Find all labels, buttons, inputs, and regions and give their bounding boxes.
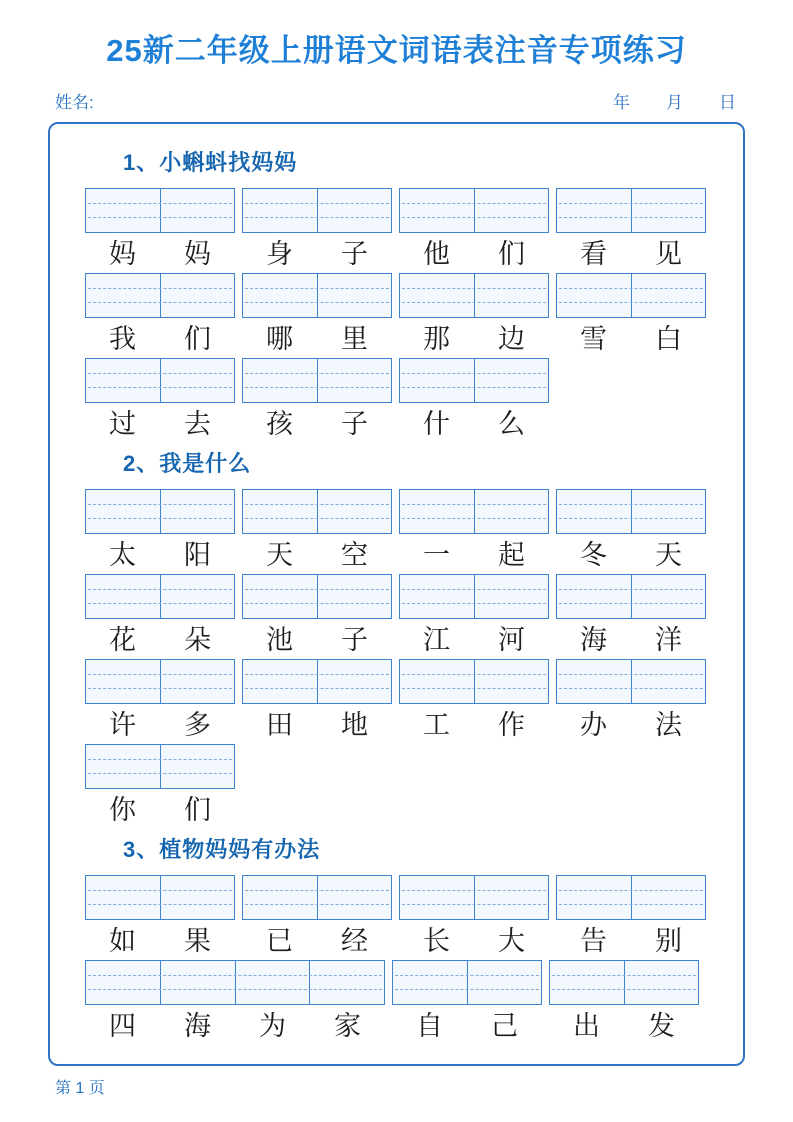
pinyin-grid	[242, 489, 392, 534]
word-characters	[242, 408, 392, 441]
page-title: 25新二年级上册语文词语表注音专项练习	[106, 33, 687, 68]
character-label: 地	[341, 710, 368, 741]
word-characters	[85, 539, 235, 572]
pinyin-cell	[86, 876, 160, 919]
pinyin-grid	[85, 273, 235, 318]
pinyin-cell	[557, 575, 631, 618]
word-row	[85, 358, 743, 441]
character-label: 你	[109, 795, 136, 826]
pinyin-cell	[400, 876, 474, 919]
pinyin-cell	[474, 189, 549, 232]
character-label: 阳	[184, 540, 211, 571]
word-block	[399, 188, 549, 271]
pinyin-cell	[631, 274, 706, 317]
character-label: 多	[184, 710, 211, 741]
pinyin-cell	[160, 660, 235, 703]
word-block	[399, 489, 549, 572]
word-block	[392, 960, 542, 1043]
word-characters	[556, 709, 706, 742]
word-row	[85, 960, 743, 1043]
pinyin-cell	[400, 575, 474, 618]
word-block	[242, 574, 392, 657]
word-block	[85, 489, 235, 572]
pinyin-cell	[400, 274, 474, 317]
word-block	[85, 273, 235, 356]
word-characters	[549, 1010, 699, 1043]
word-row	[85, 659, 743, 742]
meta-row	[55, 92, 736, 114]
word-characters	[242, 539, 392, 572]
word-block	[242, 188, 392, 271]
pinyin-cell	[235, 961, 310, 1004]
sections-container	[85, 148, 743, 1043]
pinyin-cell	[86, 745, 160, 788]
word-characters	[399, 624, 549, 657]
character-label: 河	[498, 625, 525, 656]
character-label: 太	[109, 540, 136, 571]
pinyin-cell	[474, 876, 549, 919]
word-block	[556, 659, 706, 742]
pinyin-cell	[474, 359, 549, 402]
pinyin-grid	[556, 875, 706, 920]
pinyin-cell	[400, 359, 474, 402]
word-characters	[85, 709, 235, 742]
character-label: 果	[184, 926, 211, 957]
pinyin-grid	[85, 489, 235, 534]
word-characters	[556, 238, 706, 271]
word-characters	[556, 323, 706, 356]
character-label: 长	[423, 926, 450, 957]
character-label: 雪	[580, 324, 607, 355]
word-characters	[556, 925, 706, 958]
pinyin-cell	[86, 575, 160, 618]
pinyin-grid	[556, 273, 706, 318]
word-characters	[85, 925, 235, 958]
character-label: 告	[580, 926, 607, 957]
pinyin-grid	[556, 188, 706, 233]
word-block	[549, 960, 699, 1043]
character-label: 哪	[266, 324, 293, 355]
section	[85, 148, 743, 441]
pinyin-grid	[399, 574, 549, 619]
word-block	[242, 659, 392, 742]
pinyin-cell	[243, 876, 317, 919]
character-label: 洋	[655, 625, 682, 656]
character-label: 过	[109, 409, 136, 440]
word-characters	[399, 925, 549, 958]
character-label: 出	[573, 1011, 600, 1042]
word-block	[242, 875, 392, 958]
section	[85, 835, 743, 1043]
pinyin-cell	[160, 189, 235, 232]
word-block	[85, 659, 235, 742]
pinyin-cell	[557, 876, 631, 919]
word-block	[85, 960, 385, 1043]
page-footer: 第 1 页	[55, 1080, 105, 1097]
section-heading: 3、植物妈妈有办法	[123, 837, 321, 862]
word-characters	[392, 1010, 542, 1043]
character-label: 们	[184, 795, 211, 826]
character-label: 什	[423, 409, 450, 440]
character-label: 白	[655, 324, 682, 355]
word-block	[85, 744, 235, 827]
pinyin-grid	[242, 188, 392, 233]
character-label: 看	[580, 239, 607, 270]
pinyin-cell	[557, 274, 631, 317]
day-label: 日	[719, 93, 736, 112]
pinyin-cell	[86, 359, 160, 402]
word-block	[399, 875, 549, 958]
pinyin-cell	[160, 274, 235, 317]
word-block	[242, 358, 392, 441]
pinyin-cell	[317, 660, 392, 703]
character-label: 已	[266, 926, 293, 957]
pinyin-grid	[556, 659, 706, 704]
pinyin-cell	[474, 660, 549, 703]
pinyin-cell	[243, 660, 317, 703]
section-heading: 1、小蝌蚪找妈妈	[123, 150, 298, 175]
pinyin-cell	[557, 490, 631, 533]
character-label: 家	[334, 1011, 361, 1042]
pinyin-cell	[243, 490, 317, 533]
word-characters	[85, 323, 235, 356]
pinyin-cell	[393, 961, 467, 1004]
pinyin-grid	[549, 960, 699, 1005]
character-label: 发	[648, 1011, 675, 1042]
month-label: 月	[666, 93, 683, 112]
word-characters	[242, 624, 392, 657]
word-block	[556, 875, 706, 958]
character-label: 花	[109, 625, 136, 656]
character-label: 己	[491, 1011, 518, 1042]
word-block	[85, 875, 235, 958]
word-block	[85, 188, 235, 271]
pinyin-grid	[399, 875, 549, 920]
character-label: 去	[184, 409, 211, 440]
character-label: 孩	[266, 409, 293, 440]
pinyin-cell	[86, 274, 160, 317]
pinyin-grid	[242, 273, 392, 318]
pinyin-cell	[86, 490, 160, 533]
pinyin-grid	[85, 744, 235, 789]
pinyin-cell	[474, 490, 549, 533]
pinyin-cell	[467, 961, 542, 1004]
year-label: 年	[613, 93, 630, 112]
pinyin-cell	[86, 660, 160, 703]
pinyin-grid	[85, 659, 235, 704]
pinyin-cell	[317, 575, 392, 618]
pinyin-grid	[556, 574, 706, 619]
character-label: 四	[109, 1011, 136, 1042]
word-block	[399, 574, 549, 657]
pinyin-cell	[631, 575, 706, 618]
pinyin-grid	[85, 358, 235, 403]
word-characters	[399, 709, 549, 742]
pinyin-cell	[317, 274, 392, 317]
character-label: 法	[655, 710, 682, 741]
pinyin-cell	[160, 876, 235, 919]
character-label: 子	[341, 625, 368, 656]
word-row	[85, 188, 743, 271]
pinyin-cell	[160, 961, 235, 1004]
pinyin-cell	[400, 660, 474, 703]
pinyin-grid	[242, 659, 392, 704]
name-label: 姓名:	[55, 93, 94, 112]
character-label: 他	[423, 239, 450, 270]
word-characters	[242, 323, 392, 356]
section-heading: 2、我是什么	[123, 451, 252, 476]
word-block	[242, 273, 392, 356]
character-label: 自	[416, 1011, 443, 1042]
pinyin-grid	[399, 358, 549, 403]
pinyin-cell	[309, 961, 384, 1004]
word-characters	[242, 925, 392, 958]
pinyin-cell	[243, 274, 317, 317]
character-label: 天	[266, 540, 293, 571]
character-label: 一	[423, 540, 450, 571]
word-block	[85, 358, 235, 441]
character-label: 空	[341, 540, 368, 571]
pinyin-cell	[474, 274, 549, 317]
pinyin-cell	[624, 961, 699, 1004]
pinyin-grid	[399, 489, 549, 534]
pinyin-cell	[557, 660, 631, 703]
word-block	[242, 489, 392, 572]
character-label: 天	[655, 540, 682, 571]
word-block	[399, 659, 549, 742]
word-characters	[85, 408, 235, 441]
pinyin-grid	[399, 659, 549, 704]
pinyin-cell	[631, 490, 706, 533]
word-row	[85, 744, 743, 827]
word-block	[556, 574, 706, 657]
character-label: 那	[423, 324, 450, 355]
word-block	[399, 273, 549, 356]
pinyin-cell	[317, 189, 392, 232]
pinyin-grid	[399, 188, 549, 233]
pinyin-cell	[317, 876, 392, 919]
word-block	[85, 574, 235, 657]
pinyin-cell	[160, 745, 235, 788]
pinyin-grid	[242, 574, 392, 619]
word-block	[399, 358, 549, 441]
pinyin-cell	[550, 961, 624, 1004]
character-label: 如	[109, 926, 136, 957]
pinyin-cell	[243, 575, 317, 618]
character-label: 办	[580, 710, 607, 741]
character-label: 我	[109, 324, 136, 355]
word-characters	[399, 539, 549, 572]
pinyin-grid	[85, 960, 385, 1005]
character-label: 工	[423, 710, 450, 741]
pinyin-cell	[243, 359, 317, 402]
character-label: 经	[341, 926, 368, 957]
word-characters	[85, 238, 235, 271]
character-label: 妈	[184, 239, 211, 270]
character-label: 别	[655, 926, 682, 957]
character-label: 边	[498, 324, 525, 355]
word-characters	[556, 539, 706, 572]
pinyin-cell	[243, 189, 317, 232]
word-block	[556, 489, 706, 572]
pinyin-cell	[631, 876, 706, 919]
pinyin-grid	[399, 273, 549, 318]
word-characters	[242, 238, 392, 271]
pinyin-cell	[160, 490, 235, 533]
word-block	[556, 188, 706, 271]
character-label: 子	[341, 239, 368, 270]
character-label: 为	[259, 1011, 286, 1042]
pinyin-grid	[392, 960, 542, 1005]
character-label: 许	[109, 710, 136, 741]
pinyin-cell	[160, 575, 235, 618]
word-characters	[399, 408, 549, 441]
pinyin-cell	[160, 359, 235, 402]
pinyin-grid	[242, 358, 392, 403]
word-block	[556, 273, 706, 356]
pinyin-cell	[400, 189, 474, 232]
word-row	[85, 875, 743, 958]
pinyin-grid	[85, 875, 235, 920]
pinyin-cell	[474, 575, 549, 618]
character-label: 作	[498, 710, 525, 741]
pinyin-cell	[317, 359, 392, 402]
pinyin-grid	[85, 188, 235, 233]
character-label: 海	[184, 1011, 211, 1042]
word-row	[85, 273, 743, 356]
pinyin-cell	[317, 490, 392, 533]
word-characters	[85, 1010, 385, 1043]
character-label: 子	[341, 409, 368, 440]
character-label: 池	[266, 625, 293, 656]
character-label: 么	[498, 409, 525, 440]
character-label: 大	[498, 926, 525, 957]
character-label: 起	[498, 540, 525, 571]
pinyin-grid	[85, 574, 235, 619]
character-label: 海	[580, 625, 607, 656]
pinyin-cell	[557, 189, 631, 232]
character-label: 们	[184, 324, 211, 355]
word-characters	[85, 624, 235, 657]
character-label: 里	[341, 324, 368, 355]
content-panel	[48, 122, 745, 1066]
date-group	[613, 92, 736, 114]
word-characters	[399, 238, 549, 271]
character-label: 田	[266, 710, 293, 741]
pinyin-cell	[631, 189, 706, 232]
character-label: 见	[655, 239, 682, 270]
pinyin-cell	[86, 961, 160, 1004]
pinyin-cell	[631, 660, 706, 703]
pinyin-cell	[86, 189, 160, 232]
pinyin-cell	[400, 490, 474, 533]
word-row	[85, 574, 743, 657]
pinyin-grid	[242, 875, 392, 920]
pinyin-grid	[556, 489, 706, 534]
character-label: 江	[423, 625, 450, 656]
character-label: 冬	[580, 540, 607, 571]
character-label: 身	[266, 239, 293, 270]
word-row	[85, 489, 743, 572]
character-label: 朵	[184, 625, 211, 656]
character-label: 们	[498, 239, 525, 270]
word-characters	[399, 323, 549, 356]
word-characters	[85, 794, 235, 827]
word-characters	[242, 709, 392, 742]
character-label: 妈	[109, 239, 136, 270]
word-characters	[556, 624, 706, 657]
section	[85, 449, 743, 827]
